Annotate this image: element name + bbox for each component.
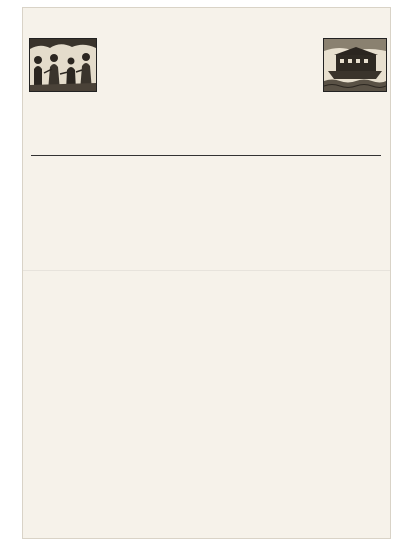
paper-fold (23, 270, 390, 271)
woodcut-ark-illustration (323, 38, 387, 92)
section-divider (31, 155, 381, 156)
broadside-sheet (23, 8, 390, 538)
woodcut-figures-illustration (29, 38, 97, 92)
poem-column-right (215, 161, 387, 163)
